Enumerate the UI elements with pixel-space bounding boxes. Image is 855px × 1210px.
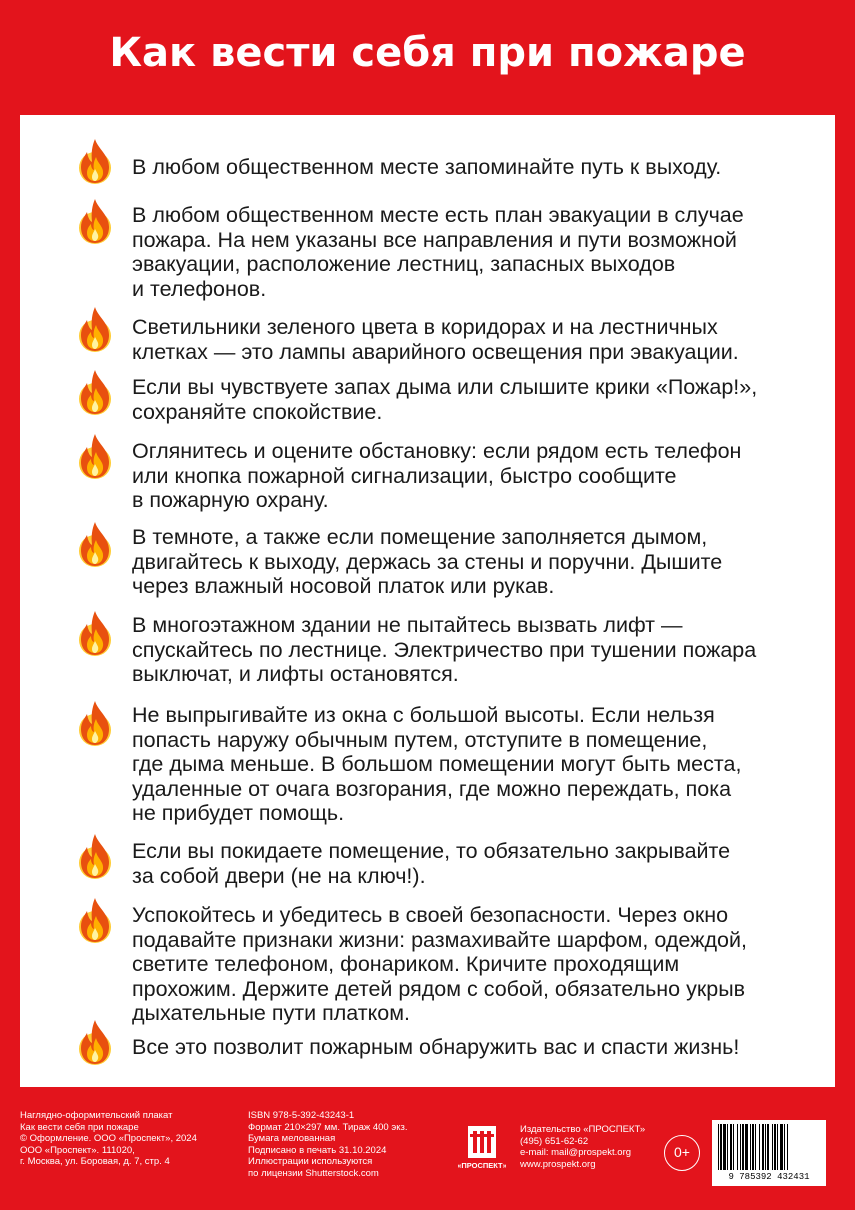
list-item-text: В многоэтажном здании не пытайтесь вызвать лифт — спускайтесь по лестнице. Электричество при тушении пожара выключат, и лифты остановятся.: [132, 613, 757, 686]
flame-icon: [78, 432, 112, 482]
content-panel: [20, 115, 835, 1087]
flame-icon: [78, 1018, 112, 1068]
age-rating-badge: 0+: [664, 1135, 700, 1171]
flame-icon: [78, 305, 112, 355]
list-item-text: Оглянитесь и оцените обстановку: если рядом есть телефон или кнопка пожарной сигнализации, быстро сообщите в пожарную охрану.: [132, 439, 742, 512]
list-item-text: Не выпрыгивайте из окна с большой высоты. Если нельзя попасть наружу обычным путем, отступите в помещение, где дыма меньше. В большом помещении могут быть места, удаленные от очага возгорания, где можно переждать, пока не прибудет помощь.: [132, 703, 742, 825]
flame-icon: [78, 832, 112, 882]
flame-icon: [78, 520, 112, 570]
publisher-logo: [458, 1126, 506, 1170]
flame-icon: [78, 609, 112, 659]
flame-icon: [78, 699, 112, 749]
flame-icon: [78, 368, 112, 418]
list-item-text: В темноте, а также если помещение заполняется дымом, двигайтесь к выходу, держась за стены и поручни. Дышите через влажный носовой платок или рукав.: [132, 525, 723, 598]
flame-icon: [78, 137, 112, 187]
list-item-text: Успокойтесь и убедитесь в своей безопасности. Через окно подавайте признаки жизни: размахивайте шарфом, одеждой, светите телефоном, фонариком. Кричите проходящим прохожим. Держите детей рядом с собой, обязательно укрыв дыхательные пути платком.: [132, 903, 747, 1025]
flame-icon: [78, 197, 112, 247]
footer-imprint: Наглядно-оформительский плакат Как вести себя при пожаре © Оформление. ООО «Проспект», 2024 ООО «Проспект». 111020, г. Москва, ул. Боровая, д. 7, стр. 4: [20, 1110, 197, 1168]
poster-title: Как вести себя при пожаре: [109, 30, 746, 76]
list-item-text: Все это позволит пожарным обнаружить вас и спасти жизнь!: [132, 1035, 740, 1059]
publisher-contacts: Издательство «ПРОСПЕКТ» (495) 651-62-62 e-mail: mail@prospekt.org www.prospekt.org: [520, 1124, 646, 1170]
publisher-logo-text: «ПРОСПЕКТ»: [458, 1161, 506, 1170]
list-item-text: Светильники зеленого цвета в коридорах и на лестничных клетках — это лампы аварийного освещения при эвакуации.: [132, 315, 739, 364]
barcode-number: 9 785392 432431: [728, 1172, 810, 1182]
list-item-text: В любом общественном месте запоминайте путь к выходу.: [132, 155, 722, 179]
list-item-text: Если вы покидаете помещение, то обязательно закрывайте за собой двери (не на ключ!).: [132, 839, 731, 888]
barcode: [712, 1120, 826, 1186]
footer-publication-info: ISBN 978-5-392-43243-1 Формат 210×297 мм. Тираж 400 экз. Бумага мелованная Подписано в печать 31.10.2024 Иллюстрации используются по лицензии Shutterstock.com: [248, 1110, 408, 1179]
list-item-text: Если вы чувствуете запах дыма или слышите крики «Пожар!», сохраняйте спокойствие.: [132, 375, 758, 424]
list-item-text: В любом общественном месте есть план эвакуации в случае пожара. На нем указаны все направления и пути возможной эвакуации, расположение лестниц, запасных выходов и телефонов.: [132, 203, 744, 301]
flame-icon: [78, 896, 112, 946]
